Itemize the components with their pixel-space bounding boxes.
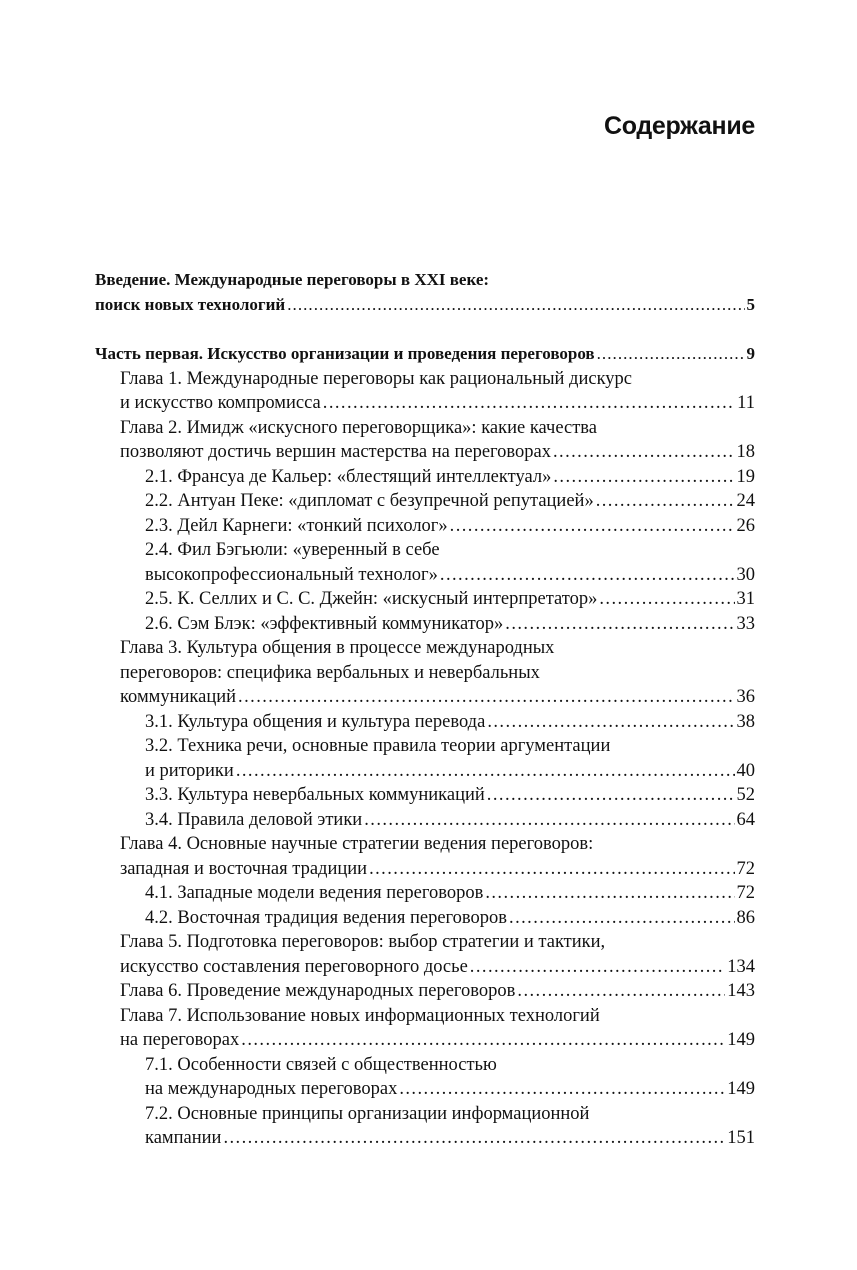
dot-leader: [505, 614, 734, 635]
page-title: Содержание: [603, 112, 755, 140]
toc-entry-text: на переговорах: [120, 1030, 240, 1050]
toc-line: [95, 369, 755, 394]
dot-leader: [223, 1128, 725, 1149]
toc-entry-text: и искусство компромисса: [120, 393, 321, 413]
toc-page-number: 134: [727, 956, 755, 977]
dot-leader: [487, 712, 734, 733]
toc-line: [95, 761, 755, 786]
toc-entry-text: Введение. Международные переговоры в XXI веке:: [95, 270, 490, 289]
toc-entry-text: и риторики: [145, 760, 234, 781]
toc-page-number: 26: [736, 515, 755, 536]
toc-entry-text: 3.2. Техника речи, основные правила теории аргументации: [145, 736, 611, 756]
toc-entry-text: 2.3. Дейл Карнеги: «тонкий психолог»: [145, 515, 448, 536]
toc-line: [95, 516, 755, 541]
dot-leader: [596, 491, 735, 512]
toc-line: [95, 589, 755, 614]
toc-line: [95, 540, 755, 565]
toc-entry-text: 2.4. Фил Бэгьюли: «уверенный в себе: [145, 540, 440, 560]
toc-line: [95, 810, 755, 835]
toc-line: [95, 859, 755, 884]
toc-entry-text: Часть первая. Искусство организации и проведения переговоров: [95, 344, 595, 363]
toc-line: [95, 344, 755, 369]
toc-line: [95, 687, 755, 712]
toc-page-number: 31: [736, 589, 755, 609]
toc-entry-text: 2.1. Франсуа де Кальер: «блестящий интеллектуал»: [145, 466, 552, 487]
toc-entry-text: Глава 3. Культура общения в процессе международных: [120, 638, 555, 658]
toc-entry-text: 2.6. Сэм Блэк: «эффективный коммуникатор»: [145, 613, 504, 634]
toc-line: [95, 565, 755, 590]
dot-leader: [599, 589, 734, 610]
dot-leader: [487, 785, 735, 806]
toc-page-number: 11: [737, 393, 755, 413]
toc-entry-text: 7.1. Особенности связей с общественностью: [145, 1054, 497, 1075]
dot-leader: [287, 295, 744, 315]
toc-line: [95, 883, 755, 908]
toc-entry-text: 3.4. Правила деловой этики: [145, 809, 363, 830]
toc-page-number: 9: [746, 344, 755, 363]
toc-entry-text: 2.5. К. Селлих и С. С. Джейн: «искусный интерпретатор»: [145, 589, 598, 609]
toc-entry-text: поиск новых технологий: [95, 294, 286, 314]
toc-page-number: 33: [736, 613, 755, 634]
toc-line: [95, 1055, 755, 1080]
toc-line: [95, 1104, 755, 1129]
toc-page-number: 151: [727, 1128, 755, 1148]
toc-entry-text: переговоров: специфика вербальных и невербальных: [120, 662, 540, 683]
dot-leader: [323, 393, 735, 414]
toc-entry-text: высокопрофессиональный технолог»: [145, 564, 438, 585]
toc-entry-text: 3.1. Культура общения и культура перевода: [145, 711, 486, 732]
toc-line: [95, 957, 755, 982]
toc-entry-text: Глава 6. Проведение международных переговоров: [120, 981, 516, 1001]
dot-leader: [553, 442, 735, 463]
dot-leader: [470, 957, 725, 978]
toc-page-number: 86: [736, 907, 755, 928]
toc-page-number: 40: [736, 760, 755, 781]
dot-leader: [450, 516, 735, 537]
dot-leader: [364, 810, 734, 831]
toc-page-number: 18: [736, 442, 755, 462]
toc-entry-text: Глава 4. Основные научные стратегии ведения переговоров:: [120, 834, 594, 854]
toc-entry-text: Глава 2. Имидж «искусного переговорщика»: какие качества: [120, 417, 597, 438]
dot-leader: [440, 565, 735, 586]
toc-line: [95, 1128, 755, 1153]
toc-line: [95, 295, 755, 320]
toc-line: [95, 785, 755, 810]
dot-leader: [517, 981, 725, 1002]
toc-page-number: 143: [727, 981, 755, 1001]
dot-leader: [485, 883, 734, 904]
toc-line: [95, 932, 755, 957]
toc-line: [95, 834, 755, 859]
dot-leader: [399, 1079, 725, 1100]
dot-leader: [238, 687, 734, 708]
toc-line: [95, 467, 755, 492]
dot-leader: [236, 761, 735, 782]
toc-page-number: 30: [736, 564, 755, 585]
dot-leader: [369, 859, 734, 880]
toc-entry-text: западная и восточная традиции: [120, 858, 368, 879]
toc-page-number: 64: [736, 809, 755, 830]
toc-entry-text: Глава 7. Использование новых информационных технологий: [120, 1005, 600, 1026]
toc-line: [95, 1006, 755, 1031]
dot-leader: [509, 908, 734, 929]
toc-page-number: 52: [736, 785, 755, 805]
toc-line: [95, 1030, 755, 1055]
toc-page-number: 72: [736, 858, 755, 879]
toc-entry-text: позволяют достичь вершин мастерства на переговорах: [120, 442, 551, 462]
toc-page-number: 38: [736, 711, 755, 732]
toc-line: [95, 908, 755, 933]
toc-page-number: 24: [736, 491, 755, 511]
toc-entry-text: Глава 1. Международные переговоры как рациональный дискурс: [120, 368, 633, 389]
dot-leader: [553, 467, 734, 488]
toc-line: [95, 418, 755, 443]
toc-entry-text: 2.2. Антуан Пеке: «дипломат с безупречной репутацией»: [145, 491, 594, 511]
toc-entry-text: коммуникаций: [120, 687, 237, 707]
toc-entry-text: искусство составления переговорного досье: [120, 956, 468, 977]
toc-line: [95, 712, 755, 737]
toc-entry-text: 4.1. Западные модели ведения переговоров: [145, 883, 484, 903]
toc-entry-text: кампании: [145, 1128, 222, 1148]
toc-line: [95, 270, 755, 295]
toc-entry-text: 4.2. Восточная традиция ведения переговоров: [145, 907, 508, 928]
toc-line: [95, 981, 755, 1006]
toc-entry-text: на международных переговорах: [145, 1079, 398, 1099]
toc-page-number: 149: [727, 1079, 755, 1099]
toc-entry-text: Глава 5. Подготовка переговоров: выбор стратегии и тактики,: [120, 932, 606, 952]
toc-line: [95, 638, 755, 663]
toc-entry-text: 3.3. Культура невербальных коммуникаций: [145, 785, 485, 805]
toc-line: [95, 736, 755, 761]
toc-line: [95, 491, 755, 516]
toc-line: [95, 614, 755, 639]
toc-page-number: 5: [746, 294, 755, 314]
toc-page-number: 19: [736, 466, 755, 487]
toc-page-number: 36: [736, 687, 755, 707]
toc-line: [95, 663, 755, 688]
dot-leader: [597, 344, 745, 364]
toc-page-number: 149: [727, 1030, 755, 1050]
dot-leader: [241, 1030, 725, 1051]
toc-entry-text: 7.2. Основные принципы организации информационной: [145, 1103, 590, 1124]
toc-page-number: 72: [736, 883, 755, 903]
table-of-contents: [95, 270, 755, 1153]
toc-line: [95, 442, 755, 467]
toc-line: [95, 393, 755, 418]
toc-line: [95, 1079, 755, 1104]
